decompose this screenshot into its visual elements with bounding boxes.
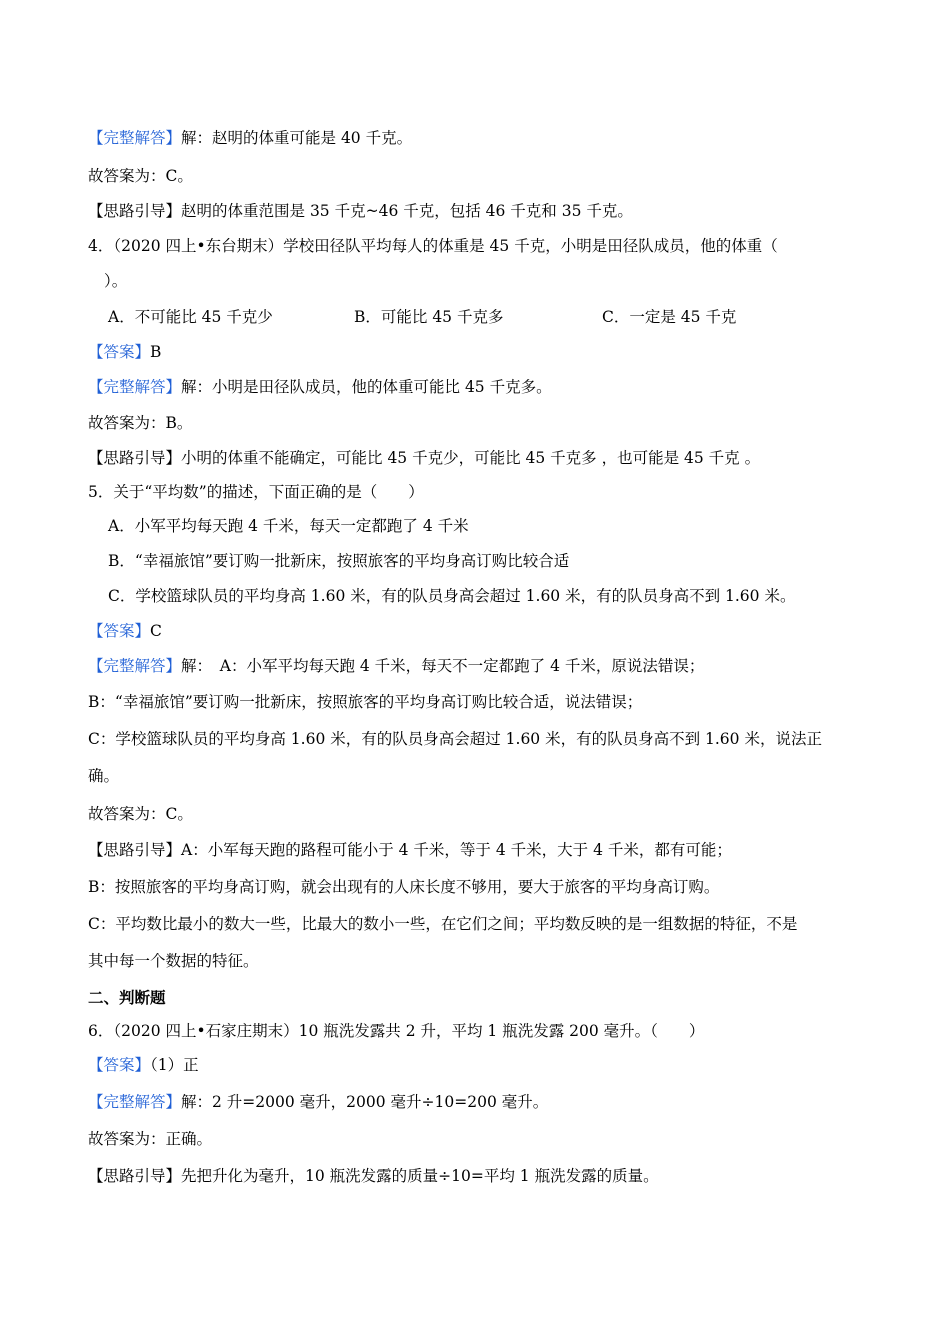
q4-solution: [88, 376, 552, 398]
answer-tag: 【答案】: [88, 343, 151, 361]
q5-solution: [88, 655, 704, 677]
solution-text: 解： A：小军平均每天跑 4 千米，每天不一定都跑了 4 千米，原说法错误；: [181, 657, 705, 675]
solution-tag: 【完整解答】: [88, 1093, 182, 1111]
solution-text: 解：小明是田径队成员，他的体重可能比 45 千克多。: [181, 378, 552, 396]
answer-value: C: [150, 622, 162, 640]
solution-tag: 【完整解答】: [88, 657, 182, 675]
q3-solution: [88, 127, 412, 149]
q5-option-c: C．学校篮球队员的平均身高 1.60 米，有的队员身高会超过 1.60 米，有的队员身高不到 1.60 米。: [108, 587, 796, 605]
hint-text: 赵明的体重范围是 35 千克~46 千克，包括 46 千克和 35 千克。: [181, 202, 633, 220]
q6-stem: 6．（2020 四上•石家庄期末）10 瓶洗发露共 2 升，平均 1 瓶洗发露 200 毫升。（ ）: [88, 1022, 705, 1040]
answer-tag: 【答案】: [88, 1056, 151, 1074]
q5-hint-c: C：平均数比最小的数大一些，比最大的数小一些，在它们之间；平均数反映的是一组数据的特征，不是: [88, 915, 798, 933]
hint-tag: 【思路引导】: [88, 202, 182, 220]
q6-conclusion: 故答案为：正确。: [88, 1130, 213, 1148]
q4-option-b: B．可能比 45 千克多: [354, 308, 504, 326]
q4-option-a: A．不可能比 45 千克少: [108, 308, 273, 326]
q5-hint-c-cont: 其中每一个数据的特征。: [88, 952, 259, 970]
q5-hint: [88, 839, 732, 861]
hint-tag: 【思路引导】: [88, 1167, 182, 1185]
hint-text: A：小军每天跑的路程可能小于 4 千米，等于 4 千米，大于 4 千米，都有可能；: [181, 841, 732, 859]
hint-text: 先把升化为毫升，10 瓶洗发露的质量÷10=平均 1 瓶洗发露的质量。: [181, 1167, 659, 1185]
q4-options: [108, 306, 868, 328]
hint-text: 小明的体重不能确定，可能比 45 千克少，可能比 45 千克多 ，也可能是 45 千克 。: [181, 449, 761, 467]
q5-option-a: A．小军平均每天跑 4 千米，每天一定都跑了 4 千米: [108, 517, 469, 535]
solution-tag: 【完整解答】: [88, 129, 182, 147]
q5-answer: [88, 620, 162, 642]
hint-tag: 【思路引导】: [88, 449, 182, 467]
q4-hint: [88, 447, 760, 469]
q3-conclusion: 故答案为：C。: [88, 167, 193, 185]
q5-stem: 5．关于“平均数”的描述，下面正确的是（ ）: [88, 483, 424, 501]
section-title: 二、判断题: [88, 988, 166, 1007]
hint-tag: 【思路引导】: [88, 841, 182, 859]
q4-stem-cont: ）。: [104, 272, 128, 290]
answer-value: （1）正: [150, 1056, 199, 1074]
q4-answer: [88, 341, 161, 363]
solution-tag: 【完整解答】: [88, 378, 182, 396]
q5-solution-c-cont: 确。: [88, 767, 120, 785]
q5-hint-b: B：按照旅客的平均身高订购，就会出现有的人床长度不够用，要大于旅客的平均身高订购。: [88, 878, 720, 896]
q6-hint: [88, 1165, 659, 1187]
q3-hint: [88, 200, 633, 222]
q5-solution-b: B：“幸福旅馆”要订购一批新床，按照旅客的平均身高订购比较合适，说法错误；: [88, 693, 643, 711]
q4-conclusion: 故答案为：B。: [88, 414, 193, 432]
solution-text: 解：赵明的体重可能是 40 千克。: [181, 129, 413, 147]
q4-option-c: C．一定是 45 千克: [602, 308, 737, 326]
q5-option-b: B．“幸福旅馆”要订购一批新床，按照旅客的平均身高订购比较合适: [108, 552, 570, 570]
q4-stem: 4．（2020 四上•东台期末）学校田径队平均每人的体重是 45 千克，小明是田径队成员，他的体重（: [88, 237, 778, 255]
q6-answer: [88, 1054, 199, 1076]
q5-solution-c: C：学校篮球队员的平均身高 1.60 米，有的队员身高会超过 1.60 米，有的队员身高不到 1.60 米，说法正: [88, 730, 822, 748]
q6-solution: [88, 1091, 548, 1113]
solution-text: 解：2 升=2000 毫升，2000 毫升÷10=200 毫升。: [181, 1093, 549, 1111]
answer-value: B: [150, 343, 162, 361]
q5-conclusion: 故答案为：C。: [88, 805, 193, 823]
answer-tag: 【答案】: [88, 622, 151, 640]
